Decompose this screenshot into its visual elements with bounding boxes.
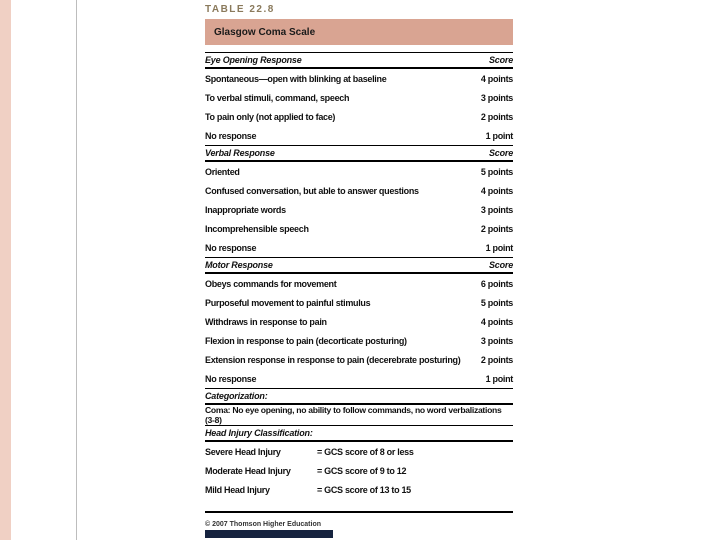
vertical-divider-line — [76, 0, 77, 540]
row-score: 2 points — [480, 223, 513, 234]
row-score: 1 point — [485, 373, 513, 384]
row-score: 3 points — [480, 204, 513, 215]
row-label: To verbal stimuli, command, speech — [205, 92, 350, 103]
section-header-motor — [205, 257, 513, 274]
row-score: 4 points — [480, 73, 513, 84]
table-row — [205, 162, 513, 181]
row-label: Confused conversation, but able to answer questions — [205, 185, 419, 196]
copyright-text: © 2007 Thomson Higher Education — [205, 521, 322, 528]
classification-row — [205, 442, 513, 461]
gcs-table — [205, 4, 513, 538]
row-score: 2 points — [480, 111, 513, 122]
score-column-header: Score — [488, 260, 513, 270]
categorization-header — [205, 388, 513, 405]
row-score: 4 points — [480, 316, 513, 327]
left-margin-strip — [0, 0, 11, 540]
row-score: 6 points — [480, 278, 513, 289]
row-label: Incomprehensible speech — [205, 223, 309, 234]
row-score: 5 points — [480, 166, 513, 177]
classification-label: Severe Head Injury — [205, 446, 281, 457]
row-label: Inappropriate words — [205, 204, 286, 215]
score-column-header: Score — [488, 55, 513, 65]
table-row — [205, 88, 513, 107]
categorization-text — [205, 405, 513, 425]
classification-label: Mild Head Injury — [205, 484, 270, 495]
table-title: Glasgow Coma Scale — [214, 26, 316, 38]
row-label: No response — [205, 373, 257, 384]
classification-value: = GCS score of 8 or less — [317, 446, 414, 457]
row-label: Obeys commands for movement — [205, 278, 337, 289]
row-label: Withdraws in response to pain — [205, 316, 327, 327]
score-column-header: Score — [488, 148, 513, 158]
table-bottom-rule — [205, 511, 513, 513]
table-row — [205, 219, 513, 238]
row-label: No response — [205, 130, 257, 141]
footer-bar — [205, 530, 333, 538]
classification-label: Moderate Head Injury — [205, 465, 291, 476]
table-row — [205, 350, 513, 369]
row-label: Extension response in response to pain (decerebrate posturing) — [205, 354, 461, 365]
classification-value: = GCS score of 13 to 15 — [317, 484, 411, 495]
table-row — [205, 369, 513, 388]
table-row — [205, 331, 513, 350]
table-row — [205, 126, 513, 145]
row-label: Oriented — [205, 166, 240, 177]
row-score: 1 point — [485, 242, 513, 253]
classification-header — [205, 425, 513, 442]
classification-row — [205, 480, 513, 499]
coma-definition-text: Coma: No eye opening, no ability to follow commands, no word verbalizations (3-8) — [205, 405, 502, 425]
row-score: 3 points — [480, 335, 513, 346]
section-header-label: Motor Response — [205, 260, 273, 270]
table-row — [205, 312, 513, 331]
table-row — [205, 274, 513, 293]
row-score: 5 points — [480, 297, 513, 308]
table-title-bar — [205, 19, 513, 45]
row-label: To pain only (not applied to face) — [205, 111, 336, 122]
table-row — [205, 69, 513, 88]
table-row — [205, 200, 513, 219]
classification-header-label: Head Injury Classification: — [205, 428, 313, 438]
section-header-label: Eye Opening Response — [205, 55, 302, 65]
row-label: Purposeful movement to painful stimulus — [205, 297, 371, 308]
classification-value: = GCS score of 9 to 12 — [317, 465, 407, 476]
row-score: 2 points — [480, 354, 513, 365]
classification-row — [205, 461, 513, 480]
categorization-header-label: Categorization: — [205, 391, 268, 401]
table-row — [205, 181, 513, 200]
row-label: Flexion in response to pain (decorticate posturing) — [205, 335, 407, 346]
table-row — [205, 293, 513, 312]
row-score: 3 points — [480, 92, 513, 103]
row-score: 4 points — [480, 185, 513, 196]
row-label: Spontaneous—open with blinking at baseline — [205, 73, 387, 84]
table-row — [205, 107, 513, 126]
table-label: TABLE 22.8 — [205, 4, 275, 15]
table-row — [205, 238, 513, 257]
row-label: No response — [205, 242, 257, 253]
section-header-label: Verbal Response — [205, 148, 275, 158]
row-score: 1 point — [485, 130, 513, 141]
section-header-eye-opening — [205, 52, 513, 69]
section-header-verbal — [205, 145, 513, 162]
